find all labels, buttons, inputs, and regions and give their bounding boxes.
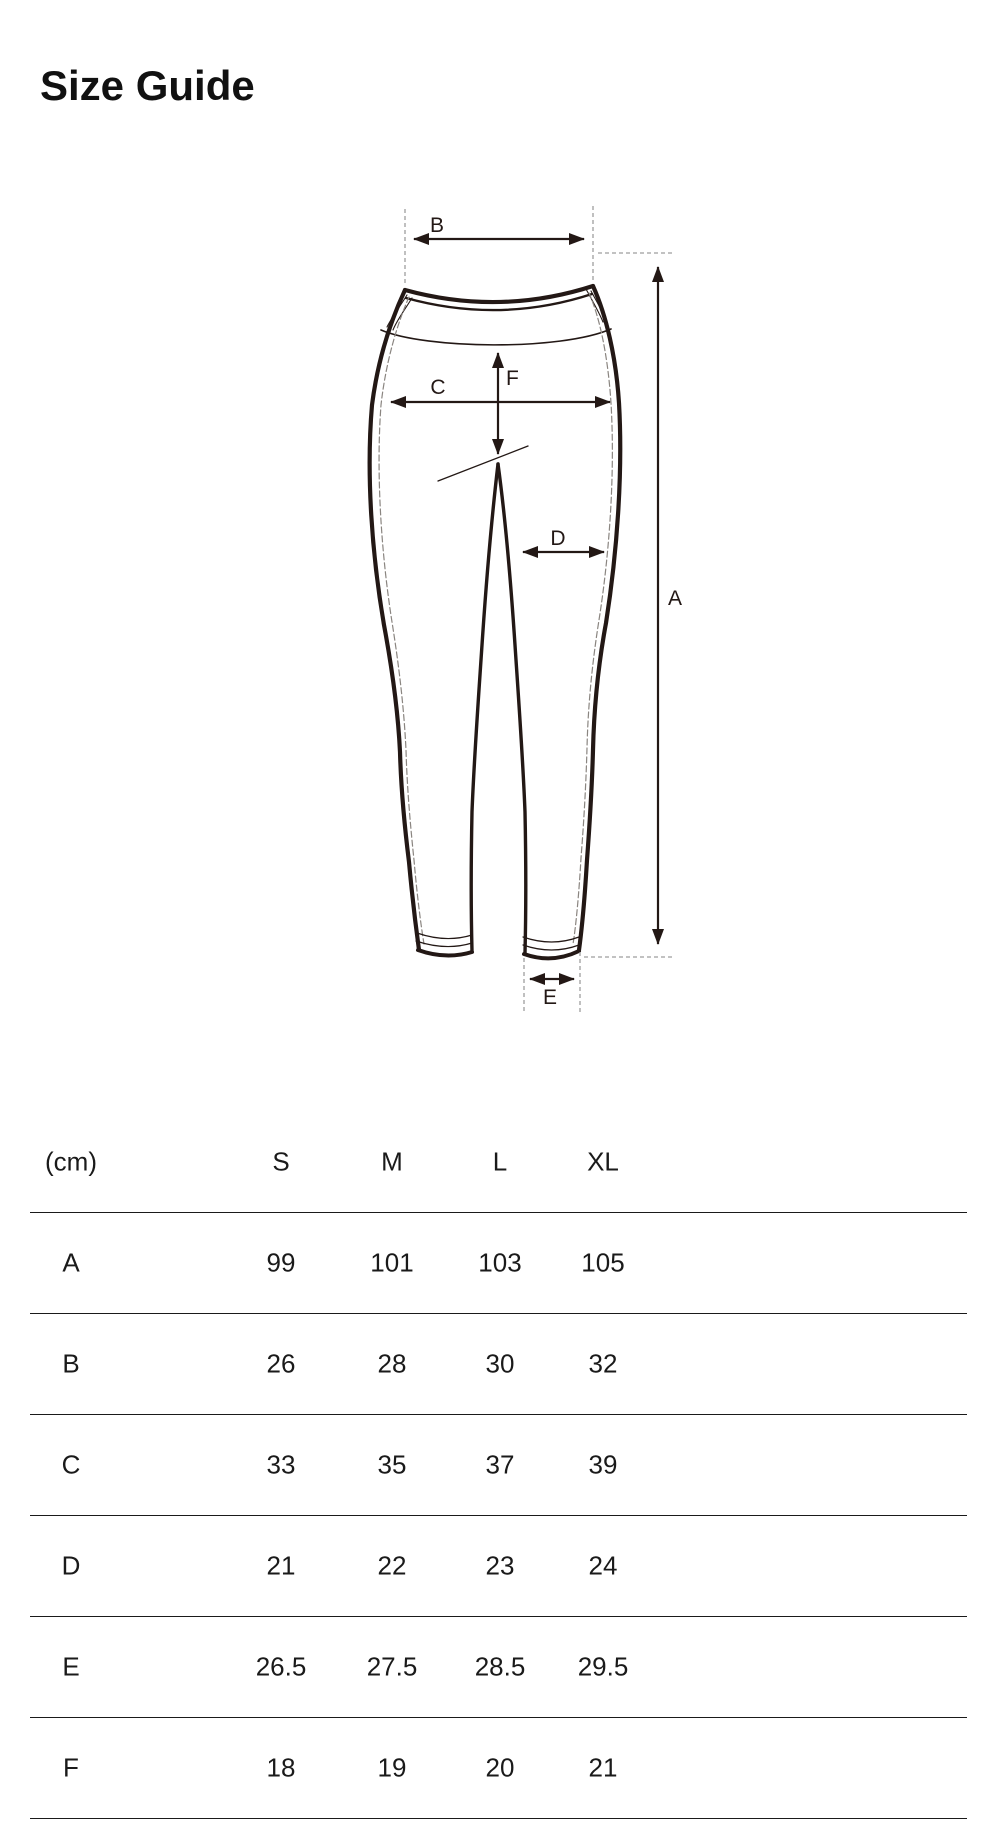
row-label: A — [62, 1247, 80, 1278]
row-label: E — [62, 1651, 80, 1682]
table-row — [30, 1515, 967, 1616]
cell-value: 24 — [588, 1550, 618, 1581]
column-header-l: L — [492, 1146, 508, 1177]
cell-value: 22 — [377, 1550, 407, 1581]
cell-value: 21 — [266, 1550, 296, 1581]
measure-label-a: A — [668, 587, 683, 610]
table-row — [30, 1212, 967, 1313]
cell-value: 23 — [485, 1550, 515, 1581]
cell-value: 33 — [266, 1449, 296, 1480]
measure-label-c: C — [430, 376, 446, 399]
cell-value: 30 — [485, 1348, 515, 1379]
cell-value: 105 — [581, 1247, 625, 1278]
cell-value: 103 — [478, 1247, 522, 1278]
measure-label-b: B — [429, 214, 445, 237]
column-header-xl: XL — [587, 1146, 619, 1177]
cell-value: 21 — [588, 1752, 618, 1783]
table-row — [30, 1313, 967, 1414]
leggings-outline — [370, 286, 621, 958]
cell-value: 39 — [588, 1449, 618, 1480]
cell-value: 99 — [266, 1247, 296, 1278]
table-row — [30, 1717, 967, 1819]
row-label: B — [62, 1348, 80, 1379]
cell-value: 27.5 — [366, 1651, 418, 1682]
measure-label-f: F — [506, 367, 519, 390]
column-header-s: S — [272, 1146, 290, 1177]
column-header-m: M — [381, 1146, 403, 1177]
row-label: F — [63, 1752, 79, 1783]
measure-label-d: D — [550, 527, 566, 550]
cell-value: 19 — [377, 1752, 407, 1783]
cell-value: 26 — [266, 1348, 296, 1379]
row-label: D — [61, 1550, 81, 1581]
cell-value: 28.5 — [474, 1651, 526, 1682]
cell-value: 37 — [485, 1449, 515, 1480]
cell-value: 20 — [485, 1752, 515, 1783]
page-title: Size Guide — [40, 62, 255, 109]
cell-value: 101 — [370, 1247, 414, 1278]
dashed-guides — [405, 206, 674, 1014]
unit-label: (cm) — [45, 1146, 97, 1177]
cell-value: 28 — [377, 1348, 407, 1379]
cell-value: 29.5 — [577, 1651, 629, 1682]
cell-value: 26.5 — [255, 1651, 307, 1682]
cell-value: 18 — [266, 1752, 296, 1783]
table-row — [30, 1414, 967, 1515]
size-table-header-row — [30, 1112, 967, 1212]
cell-value: 32 — [588, 1348, 618, 1379]
size-table — [30, 1112, 967, 1819]
row-label: C — [61, 1449, 81, 1480]
measure-label-e: E — [542, 986, 558, 1009]
table-row — [30, 1616, 967, 1717]
cell-value: 35 — [377, 1449, 407, 1480]
